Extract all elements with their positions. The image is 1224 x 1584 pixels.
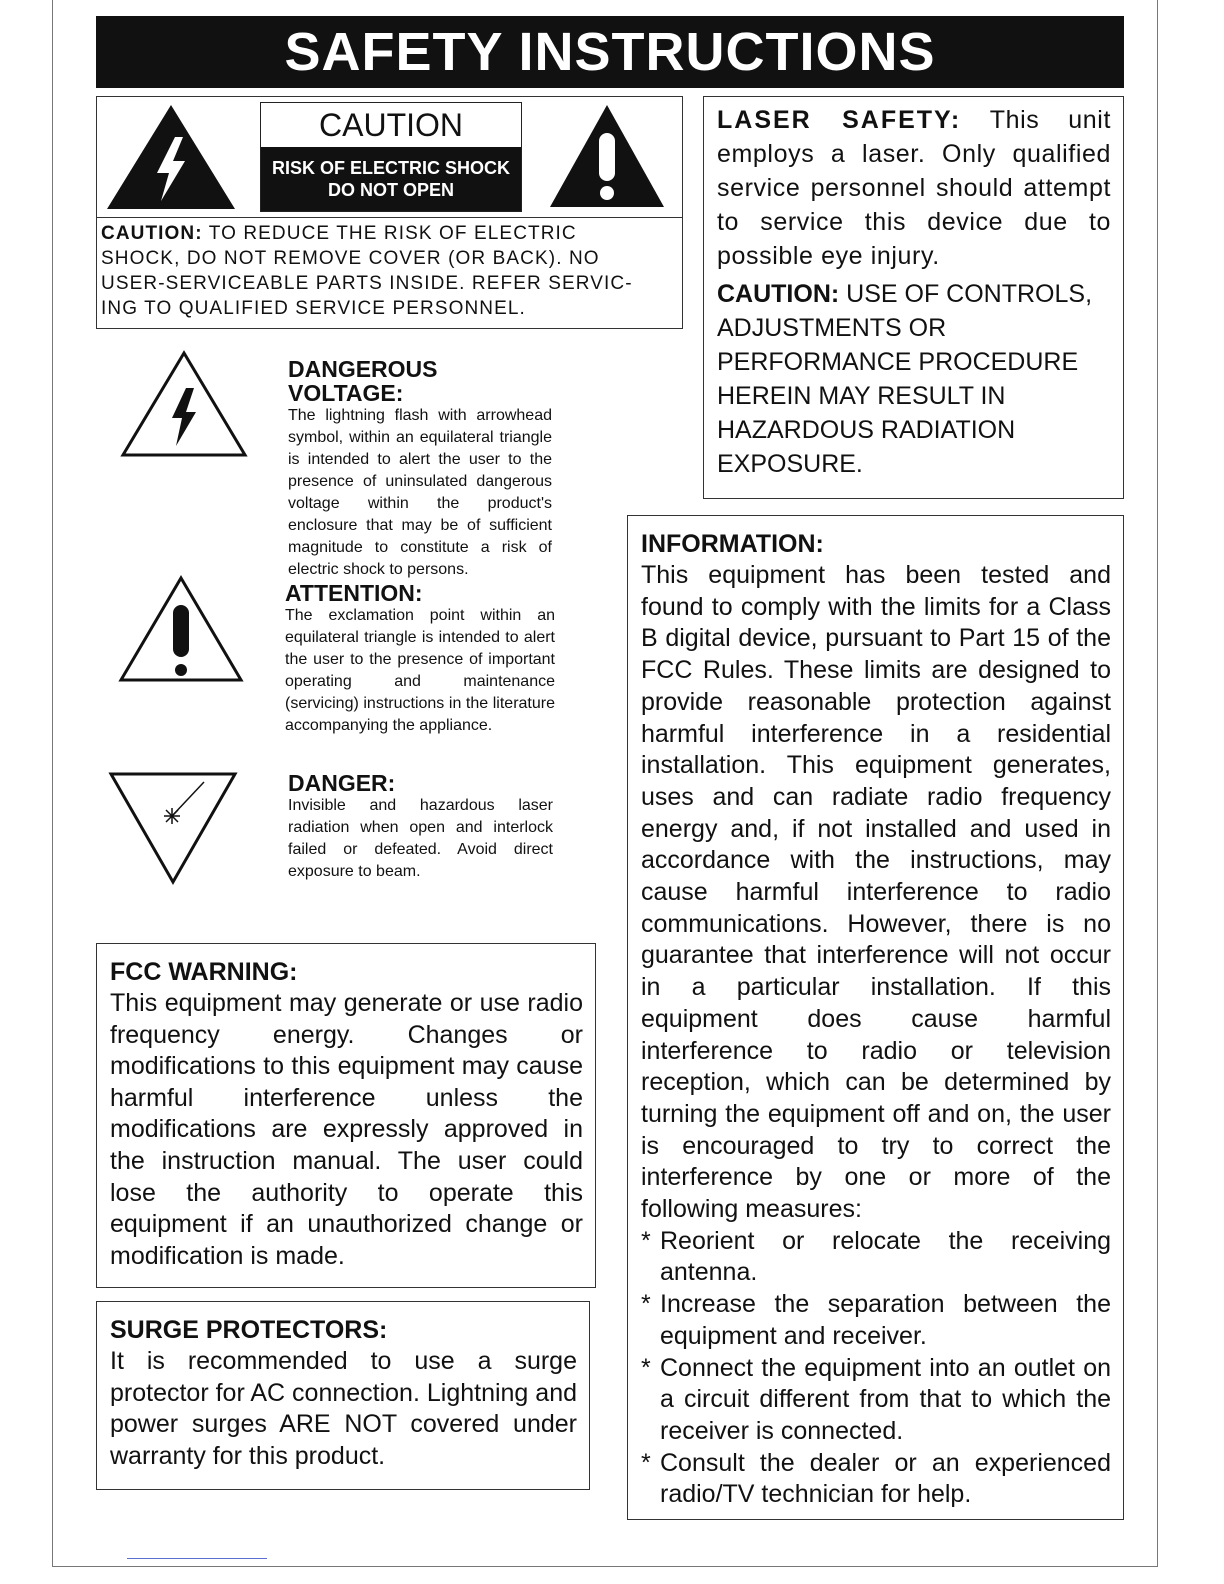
lightning-outline-triangle-icon bbox=[120, 350, 248, 458]
fcc-warning-text: This equipment may generate or use radio frequency energy. Changes or modifications to this equipment may cause harmful interference unless the modifications are expressly approved in the instruction manual. The user could lose the authority to operate this equipment if an unauthorized change or modification is made. bbox=[110, 989, 583, 1270]
fcc-warning-head: FCC WARNING: bbox=[110, 958, 298, 986]
footer-rule bbox=[127, 1558, 267, 1559]
information-head: INFORMATION: bbox=[641, 530, 824, 558]
danger-section bbox=[288, 771, 553, 883]
laser-safety-body: This unit employs a laser. Only qualified service personnel should attempt to service this device due to possible eye injury. bbox=[717, 106, 1111, 270]
caution-warning-text bbox=[101, 221, 686, 321]
information-panel bbox=[627, 515, 1124, 1520]
information-bullet: * Connect the equipment into an outlet on a circuit different from that to which the receiver is connected. bbox=[641, 1353, 1111, 1445]
information-bullet: * Consult the dealer or an experienced radio/TV technician for help. bbox=[641, 1448, 1111, 1509]
attention-section bbox=[285, 581, 555, 737]
fcc-warning-panel bbox=[96, 943, 596, 1288]
caution-text-line2: SHOCK, DO NOT REMOVE COVER (OR BACK). NO bbox=[101, 248, 600, 269]
laser-safety-head: LASER SAFETY: bbox=[717, 106, 962, 134]
caution-label bbox=[260, 102, 522, 212]
caution-panel bbox=[96, 96, 683, 329]
caution-text-head: CAUTION: bbox=[101, 223, 203, 244]
laser-triangle-icon bbox=[108, 772, 238, 886]
dangerous-voltage-text: The lightning flash with arrowhead symbol, within an equilateral triangle is intended to alert the user to the presence of uninsulated dangerous voltage within the product's enclosure that may be of sufficient magnitude to constitute a risk of electric shock to persons. bbox=[288, 407, 552, 578]
information-bullet: * Reorient or relocate the receiving antenna. bbox=[641, 1226, 1111, 1287]
caution-sub-line2: DO NOT OPEN bbox=[327, 180, 454, 200]
caution-text-line1: TO REDUCE THE RISK OF ELECTRIC bbox=[202, 223, 577, 244]
exclamation-outline-triangle-icon bbox=[118, 575, 244, 683]
surge-protectors-panel bbox=[96, 1301, 590, 1490]
attention-text: The exclamation point within an equilateral triangle is intended to alert the user to the presence of important operating and maintenance (servicing) instructions in the literature accompanying the appliance. bbox=[285, 607, 555, 734]
laser-caution-head: CAUTION: bbox=[717, 280, 840, 308]
surge-protectors-head: SURGE PROTECTORS: bbox=[110, 1316, 388, 1344]
dangerous-voltage-section bbox=[288, 357, 552, 581]
caution-text-line3: USER-SERVICEABLE PARTS INSIDE. REFER SERVIC- bbox=[101, 273, 633, 294]
caution-sub-line1: RISK OF ELECTRIC SHOCK bbox=[271, 158, 510, 178]
laser-safety-panel bbox=[703, 96, 1124, 499]
lightning-triangle-icon bbox=[105, 103, 237, 211]
laser-safety-text bbox=[717, 103, 1111, 273]
laser-caution-text bbox=[717, 277, 1111, 481]
exclamation-triangle-icon bbox=[548, 103, 666, 209]
page-title: SAFETY INSTRUCTIONS bbox=[96, 16, 1124, 88]
caution-divider bbox=[97, 217, 682, 218]
laser-caution-body: USE OF CONTROLS, ADJUSTMENTS OR PERFORMANCE PROCEDURE HEREIN MAY RESULT IN HAZARDOUS RADIATION EXPOSURE. bbox=[717, 280, 1093, 478]
caution-subtitle bbox=[261, 147, 521, 211]
danger-head: DANGER: bbox=[288, 770, 396, 796]
information-text: This equipment has been tested and found to comply with the limits for a Class B digital device, pursuant to Part 15 of the FCC Rules. These limits are designed to provide reasonable protection against harmful interference in a residential installation. This equipment generates, uses and can radiate radio frequency energy and, if not installed and used in accordance with the instructions, may cause harmful interference to radio communications. However, there is no guarantee that interference will not occur in a particular installation. If this equipment does cause harmful interference to radio or television reception, which can be determined by turning the equipment off and on, the user is encouraged to try to correct the interference by one or more of the following measures: bbox=[641, 561, 1111, 1224]
danger-text: Invisible and hazardous laser radiation when open and interlock failed or defeated. Avoid direct exposure to beam. bbox=[288, 797, 553, 880]
caution-text-line4: ING TO QUALIFIED SERVICE PERSONNEL. bbox=[101, 298, 526, 319]
information-bullet: * Increase the separation between the equipment and receiver. bbox=[641, 1290, 1111, 1350]
caution-word: CAUTION bbox=[319, 107, 463, 143]
dangerous-voltage-head: DANGEROUS VOLTAGE: bbox=[288, 356, 438, 406]
surge-protectors-text: It is recommended to use a surge protector for AC connection. Lightning and power surges ARE NOT covered under warranty for this product. bbox=[110, 1347, 577, 1470]
attention-head: ATTENTION: bbox=[285, 580, 423, 606]
